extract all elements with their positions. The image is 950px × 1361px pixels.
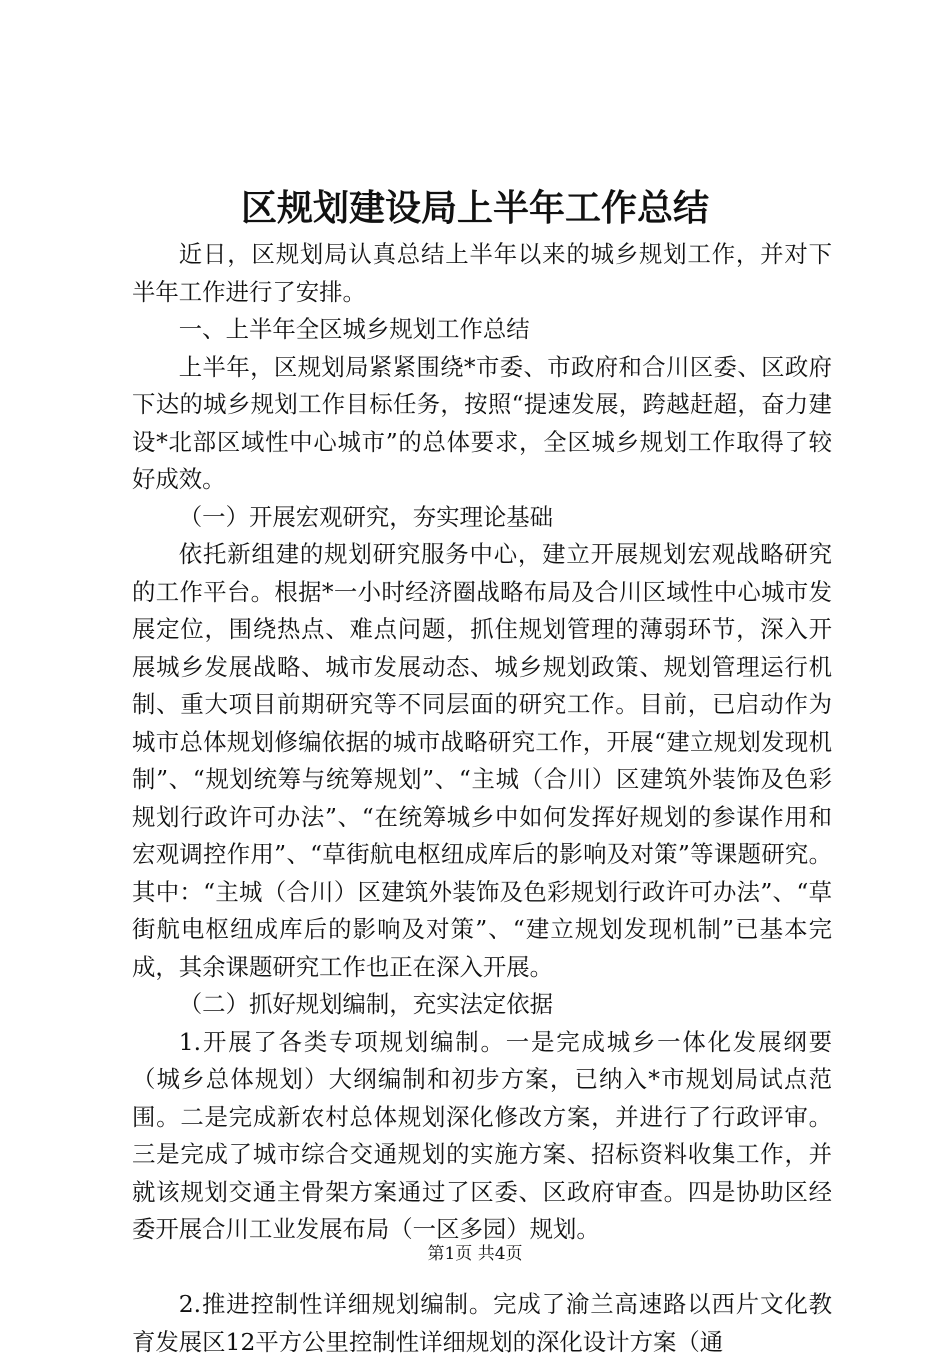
- subsection-heading-2: （二）抓好规划编制，充实法定依据: [178, 990, 554, 1018]
- document-title: 区规划建设局上半年工作总结: [240, 187, 709, 229]
- page-footer: 第1页 共4页: [427, 1244, 523, 1264]
- subsection-2-item-2: 2.推进控制性详细规划编制。完成了渝兰高速路以西片文化教育发展区12平方公里控制性详细规划的深化设计方案（通: [132, 1290, 832, 1356]
- subsection-heading-1: （一）开展宏观研究，夯实理论基础: [178, 502, 554, 531]
- subsection-1-paragraph: 依托新组建的规划研究服务中心，建立开展规划宏观战略研究的工作平台。根据*一小时经济圈战略布局及合川区域性中心城市发展定位，围绕热点、难点问题，抓住规划管理的薄弱环节，深入开展城乡发展战略、城市发展动态、城乡规划政策、规划管理运行机制、重大项目前期研究等不同层面的研究工作。目前，已启动作为城市总体规划修编依据的城市战略研究工作，开展“建立规划发现机制”、“规划统筹与统筹规划”、“主城（合川）区建筑外装饰及色彩规划行政许可办法”、“在统筹城乡中如何发挥好规划的参谋作用和宏观调控作用”、“草街航电枢纽成库后的影响及对策”等课题研究。其中：“主城（合川）区建筑外装饰及色彩规划行政许可办法”、“草街航电枢纽成库后的影响及对策”、“建立规划发现机制”已基本完成，其余课题研究工作也正在深入开展。: [132, 540, 832, 981]
- intro-paragraph: 近日，区规划局认真总结上半年以来的城乡规划工作，并对下半年工作进行了安排。: [132, 240, 832, 306]
- subsection-2-item-1: 1.开展了各类专项规划编制。一是完成城乡一体化发展纲要（城乡总体规划）大纲编制和初步方案，已纳入*市规划局试点范围。二是完成新农村总体规划深化修改方案，并进行了行政评审。三是完成了城市综合交通规划的实施方案、招标资料收集工作，并就该规划交通主骨架方案通过了区委、区政府审查。四是协助区经委开展合川工业发展布局（一区多园）规划。: [132, 1027, 832, 1243]
- section-1-paragraph: 上半年，区规划局紧紧围绕*市委、市政府和合川区委、区政府下达的城乡规划工作目标任务，按照“提速发展，跨越赶超，奋力建设*北部区域性中心城市”的总体要求，全区城乡规划工作取得了较好成效。: [132, 352, 832, 493]
- document-body: [132, 236, 832, 1361]
- section-heading-1: 一、上半年全区城乡规划工作总结: [178, 315, 530, 343]
